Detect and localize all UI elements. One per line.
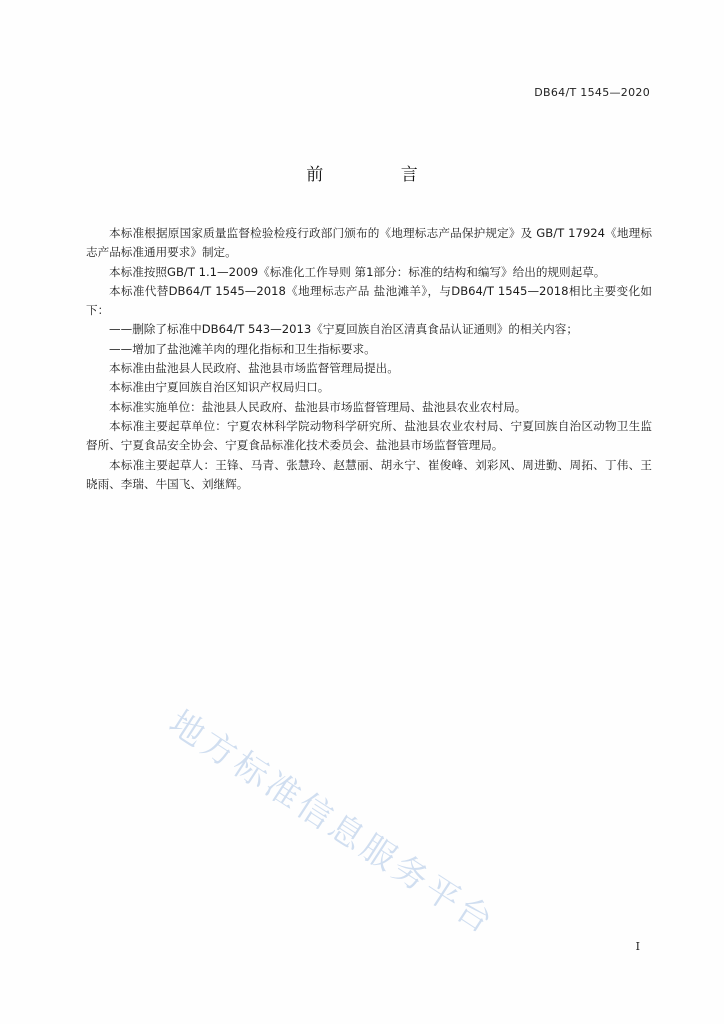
paragraph-basis: 本标准根据原国家质量监督检验检疫行政部门颁布的《地理标志产品保护规定》及 GB/T 17924《地理标志产品标准通用要求》制定。 — [86, 226, 652, 260]
watermark-text: 地方标准信息服务平台 — [161, 702, 503, 944]
page-number: I — [635, 940, 640, 953]
document-code: DB64/T 1545—2020 — [534, 86, 650, 99]
paragraph-proposer: 本标准由盐池县人民政府、盐池县市场监督管理局提出。 — [109, 361, 399, 376]
paragraph-replacement: 本标准代替DB64/T 1545—2018《地理标志产品 盐池滩羊》，与DB64/T 1545—2018相比主要变化如下： — [86, 283, 652, 318]
section-title: 前 言 — [306, 165, 454, 185]
change-item-added: ——增加了盐池滩羊肉的理化指标和卫生指标要求。 — [109, 341, 376, 356]
change-item-deleted: ——删除了标准中DB64/T 543—2013《宁夏回族自治区清真食品认证通则》的相关内容； — [109, 322, 578, 337]
paragraph-implementers: 本标准实施单位：盐池县人民政府、盐池县市场监督管理局、盐池县农业农村局。 — [109, 399, 527, 414]
preface-body — [86, 224, 652, 494]
paragraph-drafting-units: 本标准主要起草单位：宁夏农林科学院动物科学研究所、盐池县农业农村局、宁夏回族自治区动物卫生监督所、宁夏食品安全协会、宁夏食品标准化技术委员会、盐池县市场监督管理局。 — [86, 418, 652, 453]
paragraph-drafting-rules: 本标准按照GB/T 1.1—2009《标准化工作导则 第1部分：标准的结构和编写》给出的规则起草。 — [109, 264, 606, 279]
paragraph-drafters: 本标准主要起草人：王锋、马青、张慧玲、赵慧丽、胡永宁、崔俊峰、刘彩风、周进勤、周拓、丁伟、王晓雨、李瑞、牛国飞、刘继辉。 — [86, 457, 652, 491]
paragraph-centralized: 本标准由宁夏回族自治区知识产权局归口。 — [109, 380, 330, 395]
